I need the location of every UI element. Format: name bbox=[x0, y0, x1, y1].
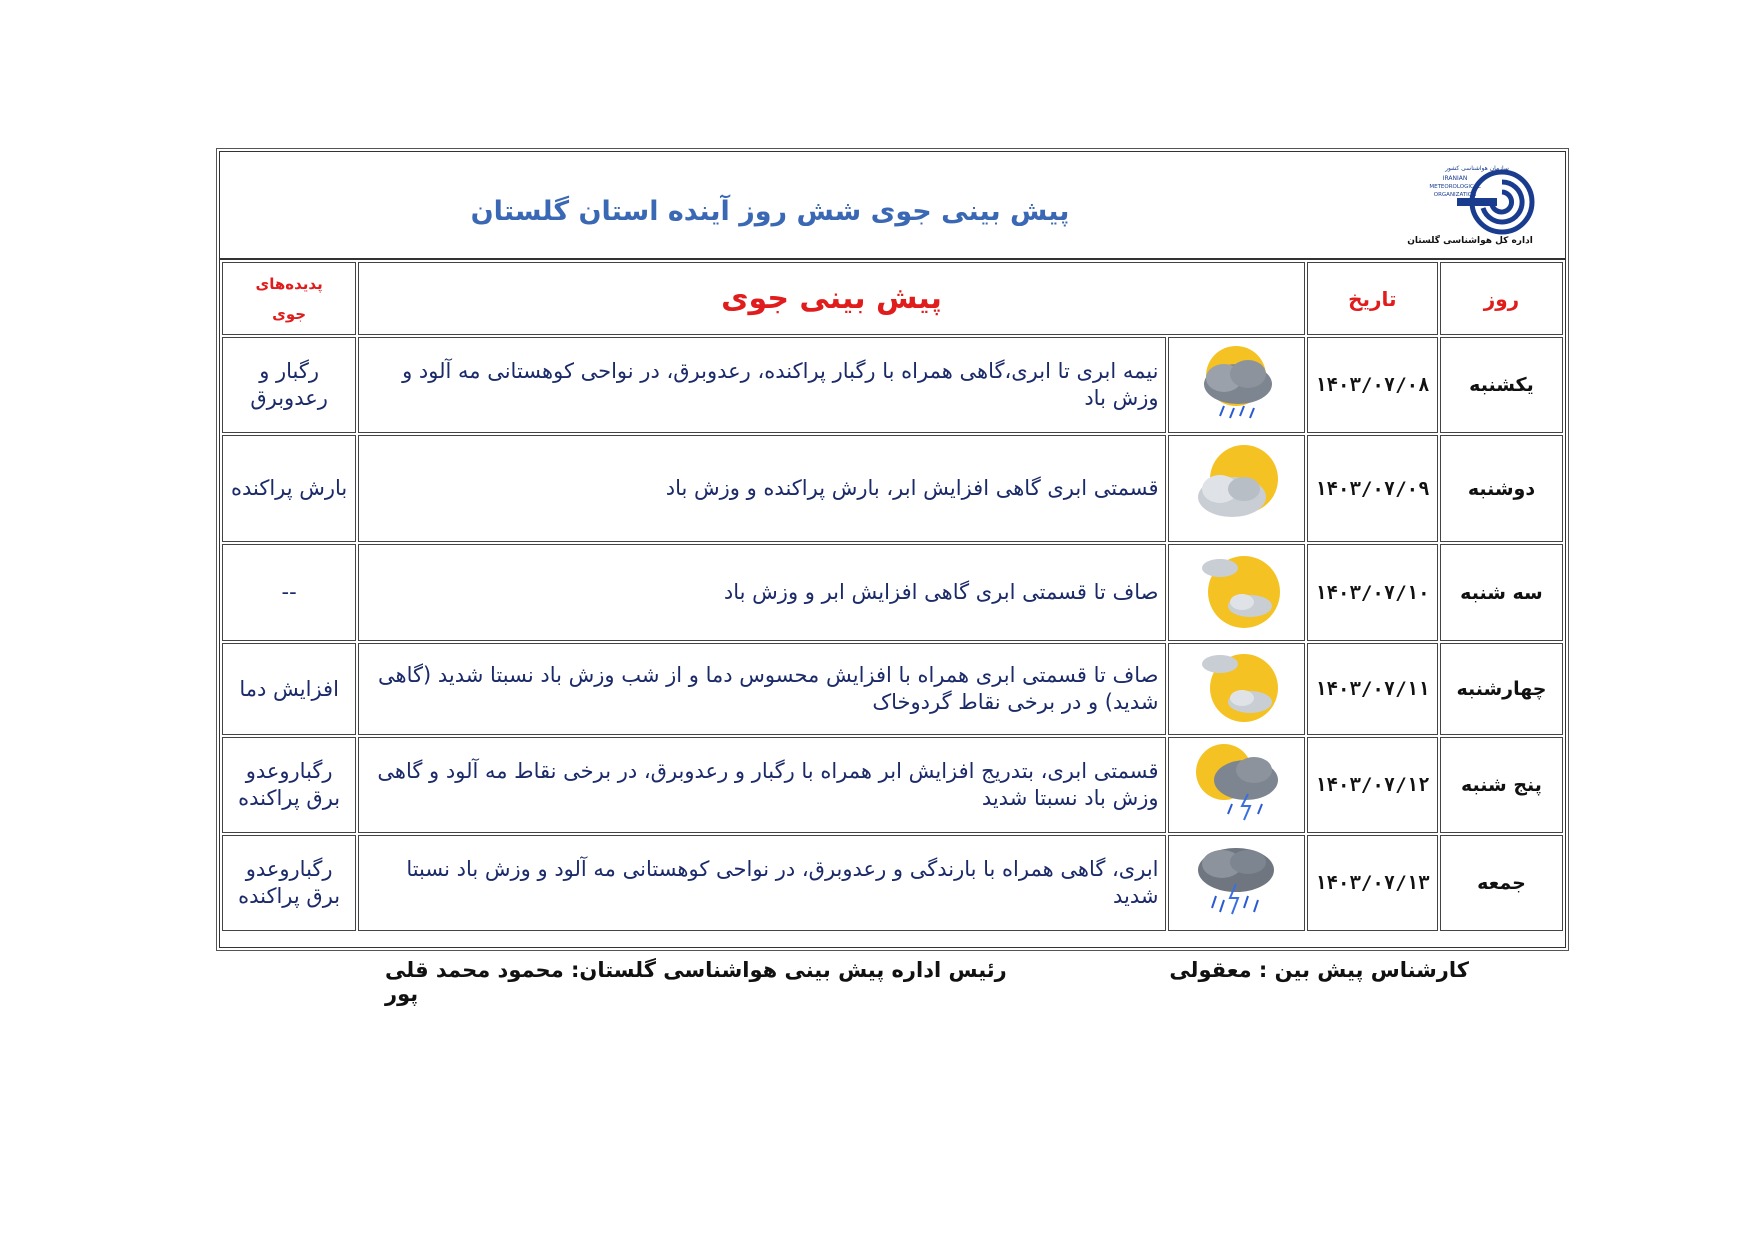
table-row bbox=[222, 544, 1563, 641]
table-row bbox=[222, 737, 1563, 833]
logo-line-2: IRANIAN bbox=[1442, 175, 1468, 182]
logo-line-4: ORGANIZATION bbox=[1433, 192, 1477, 198]
col-phenomena-header bbox=[222, 262, 356, 335]
forecast-text: صاف تا قسمتی ابری گاهی افزایش ابر و وزش باد bbox=[358, 544, 1165, 641]
logo-line-3: METEOROLOGICAL bbox=[1429, 184, 1481, 190]
col-day-header: روز bbox=[1440, 262, 1563, 335]
table-row bbox=[222, 643, 1563, 735]
date-cell: ۱۴۰۳/۰۷/۰۸ bbox=[1307, 337, 1438, 433]
phenomena-text: رگباروعدو برق پراکنده bbox=[222, 835, 356, 931]
table-row bbox=[222, 835, 1563, 931]
date-cell: ۱۴۰۳/۰۷/۱۱ bbox=[1307, 643, 1438, 735]
sun-small-clouds-icon bbox=[1186, 546, 1286, 636]
day-cell: دوشنبه bbox=[1440, 435, 1563, 542]
weather-icon-cell bbox=[1168, 737, 1305, 833]
table-row bbox=[222, 337, 1563, 433]
phenomena-text: -- bbox=[222, 544, 356, 641]
logo-line-1: سازمان هواشناسی کشور bbox=[1445, 165, 1509, 172]
forecast-text: ابری، گاهی همراه با بارندگی و رعدوبرق، در نواحی کوهستانی مه آلود و وزش باد نسبتا شدید bbox=[358, 835, 1165, 931]
col-date-header: تاریخ bbox=[1307, 262, 1438, 335]
forecast-text: صاف تا قسمتی ابری همراه با افزایش محسوس دما و از شب وزش باد نسبتا شدید (گاهی شدید) و در برخی نقاط گردوخاک bbox=[358, 643, 1165, 735]
sun-cloud-icon bbox=[1186, 439, 1286, 535]
spiral-emblem-icon bbox=[1457, 172, 1532, 232]
day-cell: چهارشنبه bbox=[1440, 643, 1563, 735]
thunderstorm-icon bbox=[1186, 836, 1286, 926]
forecaster-name: کارشناس پیش بین : معقولی bbox=[1169, 958, 1469, 982]
header-row bbox=[220, 152, 1565, 260]
weather-icon-cell bbox=[1168, 435, 1305, 542]
date-cell: ۱۴۰۳/۰۷/۱۲ bbox=[1307, 737, 1438, 833]
phenomena-text: بارش پراکنده bbox=[222, 435, 356, 542]
sun-small-clouds-icon bbox=[1186, 644, 1286, 730]
weather-icon-cell bbox=[1168, 643, 1305, 735]
cloud-sun-rain-icon bbox=[1186, 338, 1286, 428]
weather-icon-cell bbox=[1168, 337, 1305, 433]
phenomena-text: رگباروعدو برق پراکنده bbox=[222, 737, 356, 833]
phenomena-text: افزایش دما bbox=[222, 643, 356, 735]
weather-icon-cell bbox=[1168, 544, 1305, 641]
col-phenomena-header-line1: پدیده‌های bbox=[255, 274, 323, 293]
forecast-sheet bbox=[219, 151, 1566, 948]
head-of-forecast-office: رئیس اداره پیش بینی هواشناسی گلستان: محمود محمد قلی پور bbox=[385, 958, 1007, 1006]
sun-storm-icon bbox=[1186, 738, 1286, 828]
day-cell: سه شنبه bbox=[1440, 544, 1563, 641]
forecast-table bbox=[220, 260, 1565, 933]
day-cell: جمعه bbox=[1440, 835, 1563, 931]
page-title: پیش بینی جوی شش روز آینده استان گلستان bbox=[470, 196, 1070, 227]
logo-caption: اداره کل هواشناسی گلستان bbox=[1407, 236, 1533, 246]
table-header-row bbox=[222, 262, 1563, 335]
date-cell: ۱۴۰۳/۰۷/۱۰ bbox=[1307, 544, 1438, 641]
day-cell: یکشنبه bbox=[1440, 337, 1563, 433]
day-cell: پنج شنبه bbox=[1440, 737, 1563, 833]
forecast-text: قسمتی ابری گاهی افزایش ابر، بارش پراکنده و وزش باد bbox=[358, 435, 1165, 542]
weather-icon-cell bbox=[1168, 835, 1305, 931]
col-forecast-header: پیش بینی جوی bbox=[358, 262, 1305, 335]
forecast-text: قسمتی ابری، بتدریج افزایش ابر همراه با رگبار و رعدوبرق، در برخی نقاط مه آلود و گاهی وزش باد نسبتا شدید bbox=[358, 737, 1165, 833]
date-cell: ۱۴۰۳/۰۷/۰۹ bbox=[1307, 435, 1438, 542]
col-phenomena-header-line2: جوی bbox=[272, 304, 307, 323]
date-cell: ۱۴۰۳/۰۷/۱۳ bbox=[1307, 835, 1438, 931]
table-row bbox=[222, 435, 1563, 542]
phenomena-text: رگبار و رعدوبرق bbox=[222, 337, 356, 433]
forecast-text: نیمه ابری تا ابری،گاهی همراه با رگبار پراکنده، رعدوبرق، در نواحی کوهستانی مه آلود و وزش باد bbox=[358, 337, 1165, 433]
